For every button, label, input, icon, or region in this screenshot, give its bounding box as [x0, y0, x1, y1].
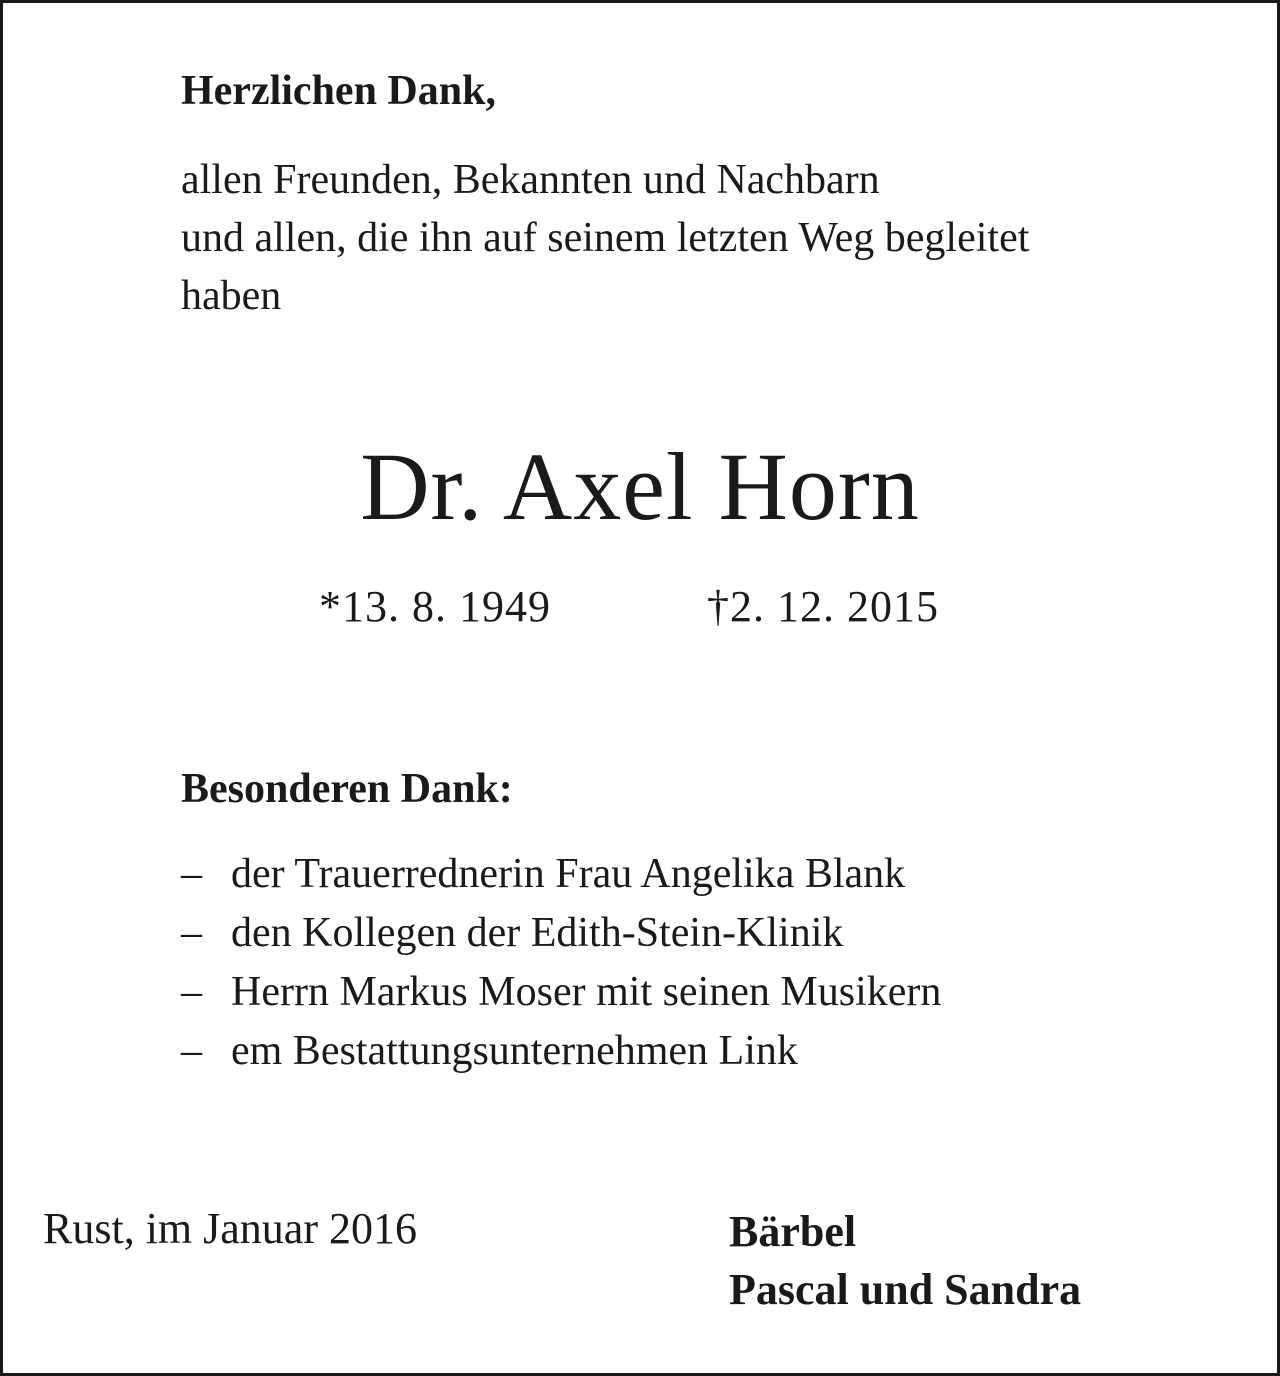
- signers: [729, 1203, 1081, 1319]
- dash-bullet: –: [181, 969, 202, 1015]
- list-item-text: der Trauerrednerin Frau Angelika Blank: [231, 851, 906, 897]
- list-item-text: den Kollegen der Edith-Stein-Klinik: [231, 910, 844, 956]
- dash-bullet: –: [181, 1028, 202, 1074]
- death-date: †2. 12. 2015: [707, 582, 939, 631]
- place-date: Rust, im Januar 2016: [43, 1204, 417, 1253]
- deceased-name: Dr. Axel Horn: [360, 433, 920, 540]
- list-item-text: Herrn Markus Moser mit seinen Musikern: [231, 969, 942, 1015]
- thanks-line: und allen, die ihn auf seinem letzten Weg begleitet: [181, 215, 1030, 261]
- dash-bullet: –: [181, 910, 202, 956]
- list-item: [181, 845, 941, 904]
- special-thanks-heading: Besonderen Dank:: [181, 766, 513, 812]
- list-item-text: em Bestattungsunternehmen Link: [231, 1028, 798, 1074]
- thanks-text: [181, 151, 1029, 325]
- list-item: [181, 1022, 941, 1081]
- greeting-heading: Herzlichen Dank,: [181, 68, 496, 114]
- dash-bullet: –: [181, 851, 202, 897]
- special-thanks-list: [181, 845, 941, 1081]
- signer-name: Pascal und Sandra: [729, 1265, 1082, 1314]
- list-item: [181, 904, 941, 963]
- signer-name: Bärbel: [729, 1207, 857, 1256]
- list-item: [181, 963, 941, 1022]
- thanks-line: haben: [181, 273, 282, 319]
- birth-date: *13. 8. 1949: [319, 582, 551, 631]
- thanks-line: allen Freunden, Bekannten und Nachbarn: [181, 157, 880, 203]
